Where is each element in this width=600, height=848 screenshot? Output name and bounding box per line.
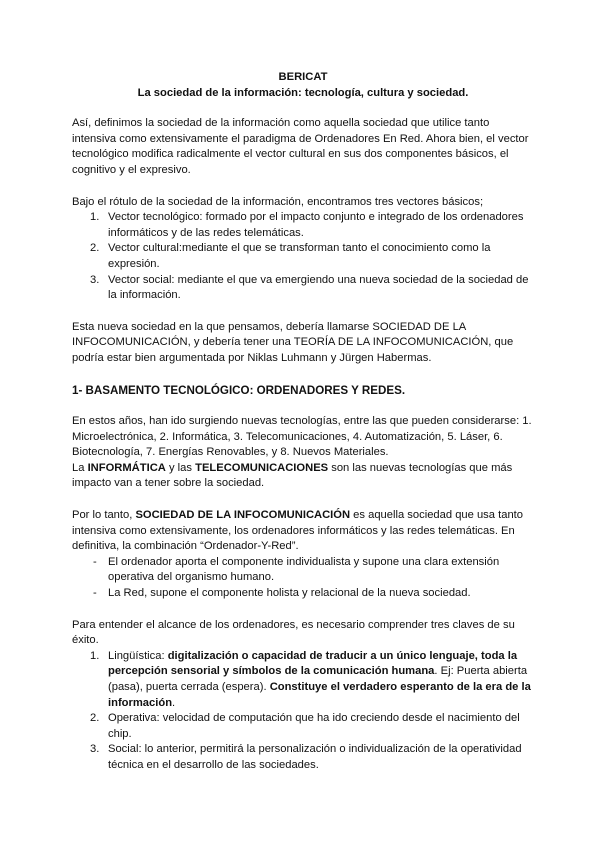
list-item: 3. Social: lo anterior, permitirá la personalización o individualización de la operatividad técnica en el desarrollo de las sociedades. [90, 743, 522, 771]
infocomunicacion-paragraph: Esta nueva sociedad en la que pensamos, debería llamarse SOCIEDAD DE LA INFOCOMUNICACIÓN, y debería tener una TEORÍA DE LA INFOCOMUNICACIÓN, que podría estar bien argumentada por Niklas Luhmann y Jürgen Habermas. [72, 320, 514, 364]
intro-paragraph: Así, definimos la sociedad de la información como aquella sociedad que utilice tanto intensiva como extensivamente el paradigma de Ordenadores En Red. Ahora bien, el vector tecnológico modifica radicalmente el vector cultural en sus dos componentes básicos, el cognitivo y el expresivo. [72, 117, 529, 176]
document-title: BERICAT [278, 71, 328, 83]
list-item: 1. Lingüística: digitalización o capacidad de traducir a un único lenguaje, toda la percepción sensorial y símbolos de la comunicación humana. Ej: Puerta abierta (pasa), puerta cerrada (espera). Constituye el verdadero esperanto de la era de la información. [90, 649, 531, 709]
dash-list [72, 555, 534, 602]
definition-paragraph: Por lo tanto, SOCIEDAD DE LA INFOCOMUNICACIÓN es aquella sociedad que usa tanto intensiva como extensivamente, los ordenadores informáticos y las redes telemáticas. En definitiva, la combinación “Ordenador-Y-Red”. [72, 509, 523, 553]
vectors-list [72, 210, 534, 304]
list-item: 2. Operativa: velocidad de computación que ha ido creciendo desde el nacimiento del chip. [90, 712, 520, 740]
keys-lead: Para entender el alcance de los ordenadores, es necesario comprender tres claves de su éxito. [72, 618, 515, 647]
keys-list [72, 649, 534, 774]
vectors-lead: Bajo el rótulo de la sociedad de la información, encontramos tres vectores básicos; [72, 195, 484, 208]
list-item: 3. Vector social: mediante el que va emergiendo una nueva sociedad de la sociedad de la información. [90, 273, 529, 302]
document-body [72, 70, 534, 774]
list-item: 1. Vector tecnológico: formado por el impacto conjunto e integrado de los ordenadores informáticos y de las redes telemáticas. [90, 211, 524, 239]
technologies-paragraph: En estos años, han ido surgiendo nuevas tecnologías, entre las que pueden considerarse: 1. Microelectrónica, 2. Informática, 3. Telecomunicaciones, 4. Automatización, 5. Láser, 6. Biotecnología, 7. Energías Renovables, y 8. Nuevos Materiales. [72, 415, 532, 459]
list-item: 2. Vector cultural:mediante el que se transforman tanto el conocimiento como la expresión. [90, 242, 491, 270]
informatica-paragraph: La INFORMÁTICA y las TELECOMUNICACIONES son las nuevas tecnologías que más impacto van a tener sobre la sociedad. [72, 461, 513, 490]
section-heading: 1- BASAMENTO TECNOLÓGICO: ORDENADORES Y REDES. [72, 383, 406, 397]
document-subtitle: La sociedad de la información: tecnología, cultura y sociedad. [137, 86, 469, 99]
list-item: - El ordenador aporta el componente individualista y supone una clara extensión operativa del organismo humano. [93, 555, 500, 584]
list-item: - La Red, supone el componente holista y relacional de la nueva sociedad. [93, 587, 471, 600]
